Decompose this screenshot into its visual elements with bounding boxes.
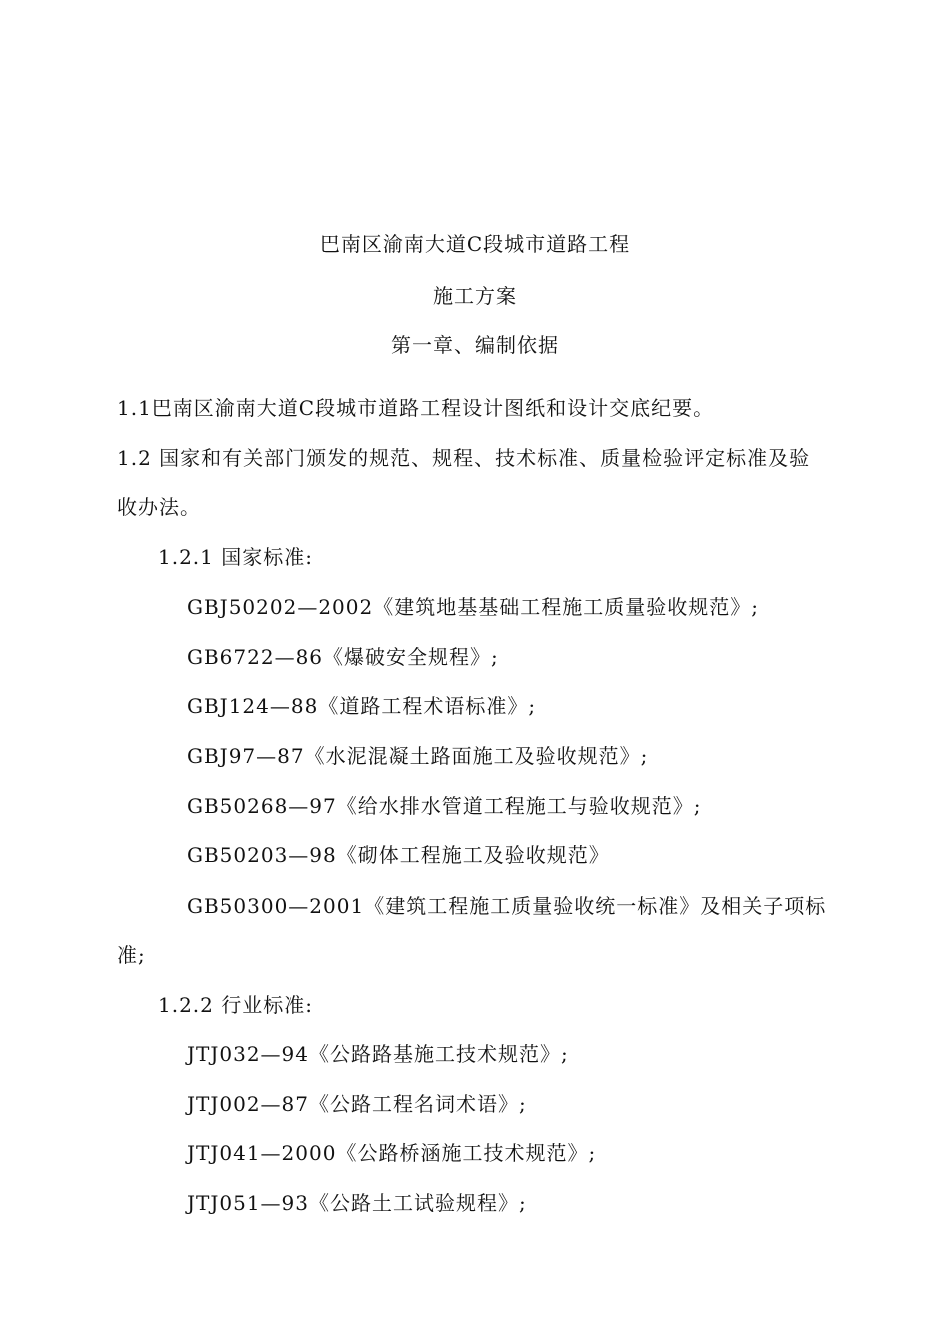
paragraph-1-2-line-2: 收办法。 xyxy=(117,495,201,519)
list-item: JTJ041—2000《公路桥涵施工技术规范》; xyxy=(187,1141,597,1165)
document-title: 巴南区渝南大道C段城市道路工程 xyxy=(319,232,631,256)
list-item: JTJ002—87《公路工程名词术语》; xyxy=(187,1092,527,1116)
paragraph-1-1: 1.1巴南区渝南大道C段城市道路工程设计图纸和设计交底纪要。 xyxy=(117,396,715,420)
chapter-heading: 第一章、编制依据 xyxy=(391,333,559,357)
section-heading-industry: 1.2.2 行业标准: xyxy=(158,993,313,1017)
list-item: JTJ051—93《公路土工试验规程》; xyxy=(187,1191,527,1215)
list-item-continuation: 准; xyxy=(117,943,146,967)
section-heading-national: 1.2.1 国家标准: xyxy=(158,545,313,569)
list-item: GB6722—86《爆破安全规程》; xyxy=(187,645,499,669)
document-subtitle: 施工方案 xyxy=(433,284,517,308)
list-item: JTJ032—94《公路路基施工技术规范》; xyxy=(187,1042,569,1066)
list-item: GB50268—97《给水排水管道工程施工与验收规范》; xyxy=(187,794,702,818)
paragraph-1-2-line-1: 1.2 国家和有关部门颁发的规范、规程、技术标准、质量检验评定标准及验 xyxy=(117,446,811,470)
list-item: GBJ97—87《水泥混凝土路面施工及验收规范》; xyxy=(187,744,649,768)
list-item: GBJ124—88《道路工程术语标准》; xyxy=(187,694,537,718)
list-item: GB50300—2001《建筑工程施工质量验收统一标准》及相关子项标 xyxy=(187,894,827,918)
list-item: GB50203—98《砌体工程施工及验收规范》 xyxy=(187,843,610,867)
list-item: GBJ50202—2002《建筑地基基础工程施工质量验收规范》; xyxy=(187,595,759,619)
